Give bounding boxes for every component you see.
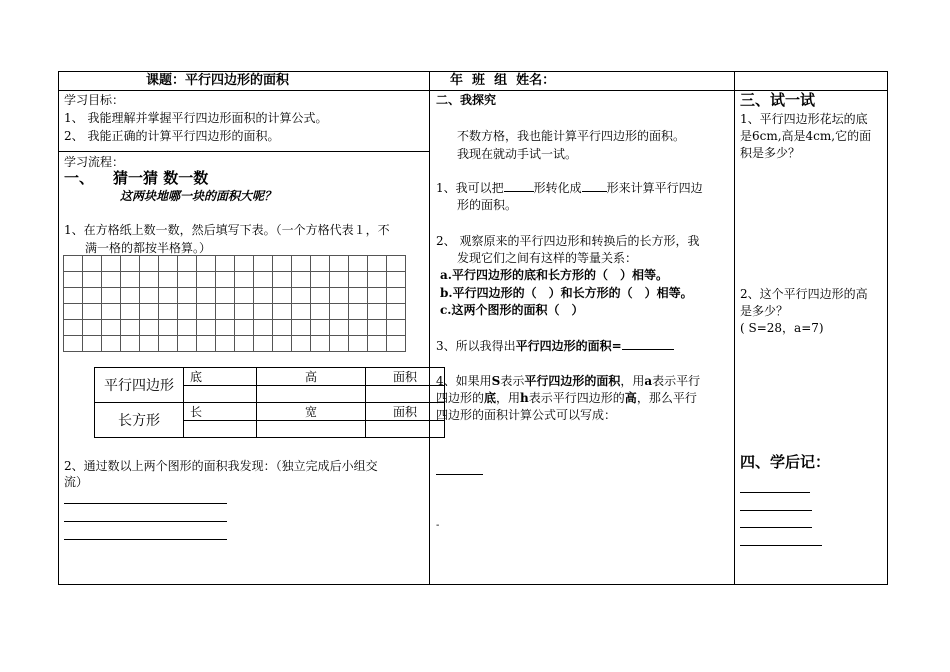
process-heading: 学习流程：	[64, 155, 125, 169]
grid-cell	[311, 336, 330, 352]
notes-heading: 四、学后记：	[740, 453, 831, 471]
class-info: 年 班 组 姓名：	[450, 73, 556, 88]
q1-part-c: 形来计算平行四边	[606, 181, 703, 195]
grid-cell	[178, 256, 197, 272]
question-2-line1: 2、 观察原来的平行四边形和转换后的长方形，我	[436, 234, 700, 248]
question-4-line1: 4、如果用S表示平行四边形的面积，用a表示平行	[436, 374, 701, 388]
grid-cell	[254, 320, 273, 336]
grid-cell	[349, 320, 368, 336]
q3-formula: 平行四边形的面积=	[515, 339, 622, 353]
cell-base-value[interactable]	[184, 386, 257, 403]
grid-cell	[121, 304, 140, 320]
row-label-rectangle: 长方形	[95, 403, 184, 438]
objective-2: 2、 我能正确的计算平行四边形的面积。	[64, 129, 280, 143]
cell-length-value[interactable]	[184, 421, 257, 438]
grid-cell	[330, 256, 349, 272]
grid-cell	[387, 256, 406, 272]
answer-line-2[interactable]	[64, 521, 227, 522]
grid-cell	[273, 256, 292, 272]
grid-cell	[83, 288, 102, 304]
q3-part-a: 3、所以我得出	[436, 339, 516, 353]
grid-cell	[159, 272, 178, 288]
grid-cell	[235, 288, 254, 304]
grid-cell	[83, 304, 102, 320]
grid-cell	[140, 288, 159, 304]
grid-cell	[178, 336, 197, 352]
grid-cell	[102, 256, 121, 272]
grid-cell	[254, 304, 273, 320]
grid-cell	[102, 304, 121, 320]
problem-2-line1: 2、这个平行四边形的高	[740, 287, 868, 301]
grid-cell	[197, 336, 216, 352]
q1-blank-2[interactable]	[582, 191, 607, 192]
notes-line-3[interactable]	[740, 527, 812, 528]
grid-cell	[197, 288, 216, 304]
cell-area1-value[interactable]	[366, 386, 445, 403]
problem-2-line3: ( S=28，a=7)	[740, 321, 824, 335]
grid-cell	[387, 320, 406, 336]
cell-height-value[interactable]	[257, 386, 366, 403]
grid-cell	[121, 320, 140, 336]
notes-line-4[interactable]	[740, 545, 822, 546]
grid-cell	[159, 304, 178, 320]
question-3	[436, 338, 674, 354]
grid-cell	[140, 320, 159, 336]
grid-cell	[121, 272, 140, 288]
step2-line1: 2、通过数以上两个图形的面积我发现：（独立完成后小组交	[64, 459, 378, 473]
question-4-line2: 四边形的底，用h表示平行四边形的高，那么平行	[436, 391, 697, 405]
stray-dash: -	[436, 520, 440, 531]
grid-cell	[330, 320, 349, 336]
relation-b: b.平行四边形的（ ）和长方形的（ ）相等。	[440, 286, 693, 300]
grid-cell	[254, 336, 273, 352]
grid-cell	[368, 304, 387, 320]
grid-cell	[216, 256, 235, 272]
grid-cell	[254, 272, 273, 288]
col-area-1: 面积	[366, 368, 445, 386]
grid-cell	[216, 272, 235, 288]
grid-cell	[83, 272, 102, 288]
grid-cell	[311, 272, 330, 288]
objective-1: 1、 我能理解并掌握平行四边形面积的计算公式。	[64, 111, 328, 125]
grid-cell	[159, 320, 178, 336]
relation-a: a.平行四边形的底和长方形的（ ）相等。	[440, 268, 668, 282]
square-grid	[63, 255, 406, 352]
grid-cell	[159, 288, 178, 304]
grid-cell	[311, 256, 330, 272]
grid-cell	[349, 336, 368, 352]
notes-line-2[interactable]	[740, 510, 812, 511]
cell-width-value[interactable]	[257, 421, 366, 438]
explore-intro-1: 不数方格，我也能计算平行四边形的面积。	[457, 129, 686, 143]
grid-cell	[292, 336, 311, 352]
col-base: 底	[184, 368, 257, 386]
q3-blank[interactable]	[622, 349, 674, 350]
problem-1-line3: 积是多少？	[740, 146, 801, 160]
grid-cell	[140, 272, 159, 288]
grid-cell	[197, 272, 216, 288]
grid-cell	[102, 320, 121, 336]
grid-cell	[292, 288, 311, 304]
grid-cell	[387, 272, 406, 288]
grid-cell	[83, 336, 102, 352]
grid-cell	[235, 272, 254, 288]
grid-cell	[311, 320, 330, 336]
grid-cell	[197, 256, 216, 272]
grid-cell	[368, 336, 387, 352]
grid-cell	[64, 272, 83, 288]
grid-cell	[292, 272, 311, 288]
col-height: 高	[257, 368, 366, 386]
grid-cell	[292, 320, 311, 336]
grid-cell	[368, 288, 387, 304]
grid-cell	[311, 288, 330, 304]
part1-number: 一、	[64, 169, 95, 187]
grid-cell	[387, 336, 406, 352]
grid-cell	[83, 320, 102, 336]
grid-cell	[387, 304, 406, 320]
grid-cell	[235, 336, 254, 352]
grid-cell	[368, 272, 387, 288]
grid-cell	[159, 336, 178, 352]
objectives-divider	[58, 151, 429, 152]
q1-part-a: 1、我可以把	[436, 181, 504, 195]
grid-cell	[121, 336, 140, 352]
grid-cell	[216, 320, 235, 336]
explore-heading: 二、我探究	[436, 93, 497, 107]
grid-cell	[273, 272, 292, 288]
grid-cell	[159, 256, 178, 272]
col-length: 长	[184, 403, 257, 421]
try-heading: 三、试一试	[740, 91, 816, 109]
grid-cell	[235, 320, 254, 336]
relation-c: c.这两个图形的面积（ ）	[440, 303, 584, 317]
q1-blank-1[interactable]	[504, 191, 534, 192]
grid-cell	[64, 304, 83, 320]
grid-cell	[216, 304, 235, 320]
formula-answer-line[interactable]	[436, 474, 483, 475]
grid-cell	[273, 304, 292, 320]
grid-cell	[330, 272, 349, 288]
grid-cell	[102, 272, 121, 288]
grid-cell	[64, 320, 83, 336]
grid-cell	[349, 288, 368, 304]
grid-cell	[254, 288, 273, 304]
grid-cell	[330, 304, 349, 320]
row-label-parallelogram: 平行四边形	[95, 368, 184, 403]
grid-cell	[64, 256, 83, 272]
grid-cell	[349, 256, 368, 272]
column-divider-1	[429, 71, 430, 584]
grid-cell	[292, 304, 311, 320]
grid-cell	[216, 336, 235, 352]
grid-cell	[121, 288, 140, 304]
grid-cell	[254, 256, 273, 272]
step1-line1: 1、在方格纸上数一数，然后填写下表。（一个方格代表１，不	[64, 223, 390, 237]
grid-cell	[292, 256, 311, 272]
area-table	[94, 367, 445, 438]
objectives-heading: 学习目标：	[64, 93, 125, 107]
step1-line2: 满一格的都按半格算。）	[85, 241, 212, 255]
step2-line2: 流）	[64, 475, 89, 489]
lesson-title: 课题：平行四边形的面积	[146, 73, 290, 88]
grid-cell	[387, 288, 406, 304]
grid-cell	[349, 304, 368, 320]
notes-line-1[interactable]	[740, 492, 810, 493]
grid-cell	[64, 336, 83, 352]
grid-cell	[83, 256, 102, 272]
cell-area2-value[interactable]	[366, 421, 445, 438]
problem-2-line2: 是多少？	[740, 304, 789, 318]
grid-cell	[235, 256, 254, 272]
grid-cell	[273, 320, 292, 336]
grid-cell	[64, 288, 83, 304]
grid-cell	[235, 304, 254, 320]
explore-intro-2: 我现在就动手试一试。	[457, 147, 578, 161]
grid-cell	[121, 256, 140, 272]
grid-cell	[368, 320, 387, 336]
grid-cell	[178, 272, 197, 288]
grid-cell	[178, 304, 197, 320]
part1-title: 猜一猜 数一数	[113, 169, 209, 187]
col-width: 宽	[257, 403, 366, 421]
q1-part-b: 形转化成	[533, 181, 582, 195]
grid-cell	[197, 304, 216, 320]
grid-cell	[349, 272, 368, 288]
column-divider-2	[734, 71, 735, 584]
grid-cell	[102, 288, 121, 304]
grid-cell	[178, 320, 197, 336]
col-area-2: 面积	[366, 403, 445, 421]
grid-cell	[140, 304, 159, 320]
grid-cell	[368, 256, 387, 272]
grid-cell	[102, 336, 121, 352]
question-2-line2: 发现它们之间有这样的等量关系：	[457, 251, 638, 265]
question-1	[436, 180, 703, 196]
problem-1-line1: 1、平行四边形花坛的底	[740, 112, 868, 126]
question-4-line3: 四边形的面积计算公式可以写成：	[436, 408, 617, 422]
question-1-cont: 形的面积。	[457, 198, 518, 212]
grid-cell	[197, 320, 216, 336]
grid-cell	[273, 288, 292, 304]
grid-cell	[330, 288, 349, 304]
grid-cell	[178, 288, 197, 304]
grid-cell	[273, 336, 292, 352]
grid-cell	[330, 336, 349, 352]
problem-1-line2: 是6cm,高是4cm,它的面	[740, 129, 872, 143]
grid-cell	[140, 336, 159, 352]
answer-line-1[interactable]	[64, 503, 227, 504]
grid-cell	[216, 288, 235, 304]
grid-cell	[311, 304, 330, 320]
grid-cell	[140, 256, 159, 272]
guess-question: 这两块地哪一块的面积大呢？	[120, 189, 277, 203]
answer-line-3[interactable]	[64, 539, 227, 540]
